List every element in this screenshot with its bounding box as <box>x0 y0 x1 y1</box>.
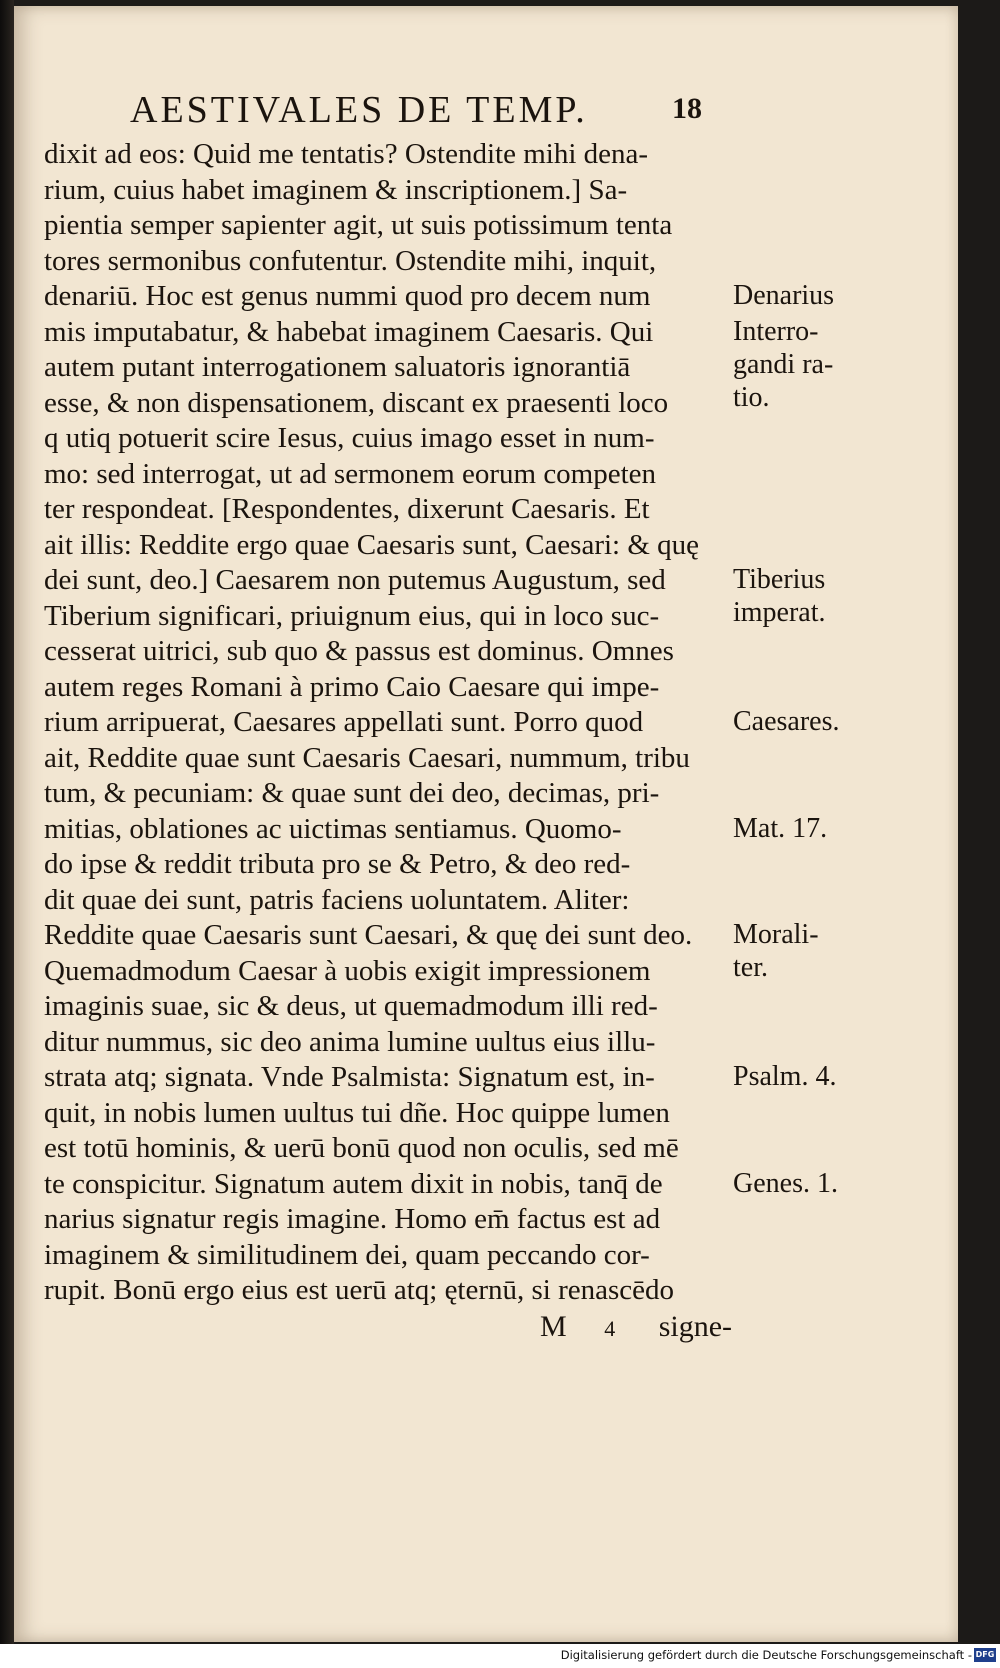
text-line: cesserat uitrici, sub quo & passus est dominus. Omnes <box>44 635 674 667</box>
text-line: tores sermonibus confutentur. Ostendite mihi, inquit, <box>44 244 657 277</box>
folio-number: 18 <box>672 92 702 125</box>
book-gutter-edge <box>0 0 14 1668</box>
text-line: do ipse & reddit tributa pro se & Petro, & deo red- <box>44 848 631 880</box>
funding-credit: Digitalisierung gefördert durch die Deutsche Forschungsgemeinschaft - <box>560 1648 972 1662</box>
margin-note <box>733 918 853 984</box>
running-head: AESTIVALES DE TEMP. <box>130 89 588 131</box>
text-line: Tiberium significari, priuignum eius, qui in loco suc- <box>44 599 660 632</box>
margin-note <box>733 315 853 414</box>
text-line: dit quae dei sunt, patris faciens uoluntatem. Aliter: <box>44 883 630 916</box>
signature-number: 4 <box>604 1316 616 1341</box>
text-line: mo: sed interrogat, ut ad sermonem eorum competen <box>44 457 657 490</box>
margin-note-line: gandi ra- <box>733 348 834 380</box>
margin-note-line: tio. <box>733 381 770 413</box>
text-line: pientia semper sapienter agit, ut suis potissimum tenta <box>44 209 673 241</box>
text-line: ter respondeat. [Respondentes, dixerunt Caesaris. Et <box>44 493 650 525</box>
margin-note <box>733 1060 853 1093</box>
text-line: q utiq potuerit scire Iesus, cuius imago esset in num- <box>44 422 655 454</box>
margin-note-line: Caesares. <box>733 706 840 737</box>
text-line: mitias, oblationes ac uictimas sentiamus. Quomo- <box>44 812 622 845</box>
text-line: ait, Reddite quae sunt Caesaris Caesari, nummum, tribu <box>44 741 690 774</box>
margin-note-line: imperat. <box>733 597 826 628</box>
text-line: quit, in nobis lumen uultus tui dñe. Hoc quippe lumen <box>44 1096 670 1129</box>
text-line: narius signatur regis imagine. Homo em̄ factus est ad <box>44 1203 661 1235</box>
margin-note-line: Denarius <box>733 280 835 311</box>
text-line: strata atq; signata. Vnde Psalmista: Signatum est, in- <box>44 1061 655 1093</box>
text-line: denariū. Hoc est genus nummi quod pro decem num <box>44 280 651 312</box>
text-line: rium, cuius habet imaginem & inscriptionem.] Sa- <box>44 173 628 206</box>
text-line: rium arripuerat, Caesares appellati sunt. Porro quod <box>44 706 644 738</box>
margin-note-line: Genes. 1. <box>733 1167 838 1199</box>
margin-note <box>733 1167 853 1200</box>
text-line: imaginem & similitudinem dei, quam peccando cor- <box>44 1238 650 1271</box>
margin-note-line: ter. <box>733 952 768 983</box>
margin-note <box>733 812 853 845</box>
margin-note-line: Mat. 17. <box>733 812 828 844</box>
catchline <box>540 1310 732 1344</box>
margin-note <box>733 705 853 738</box>
text-line: ditur nummus, sic deo anima lumine uultus eius illu- <box>44 1025 656 1058</box>
dfg-logo: DFG <box>974 1648 996 1662</box>
text-line: esse, & non dispensationem, discant ex praesenti loco <box>44 386 669 419</box>
text-line: imaginis suae, sic & deus, ut quemadmodum illi red- <box>44 990 658 1022</box>
catchword: signe- <box>658 1310 733 1343</box>
text-line: dixit ad eos: Quid me tentatis? Ostendite mihi dena- <box>44 138 649 170</box>
text-line: mis imputabatur, & habebat imaginem Caesaris. Qui <box>44 315 654 348</box>
text-line: autem putant interrogationem saluatoris ignorantiā <box>44 351 631 383</box>
text-line: autem reges Romani à primo Caio Caesare qui impe- <box>44 670 660 703</box>
body-text <box>44 137 734 1309</box>
margin-note-line: Interro- <box>733 315 819 347</box>
margin-note <box>733 279 853 312</box>
text-line: ait illis: Reddite ergo quae Caesaris sunt, Caesari: & quę <box>44 528 700 561</box>
text-line: tum, & pecuniam: & quae sunt dei deo, decimas, pri- <box>44 777 660 809</box>
text-line: dei sunt, deo.] Caesarem non putemus Augustum, sed <box>44 564 666 596</box>
text-line: rupit. Bonū ergo eius est uerū atq; ęternū, si renascēdo <box>44 1274 675 1306</box>
text-line: Reddite quae Caesaris sunt Caesari, & quę dei sunt deo. <box>44 919 693 951</box>
margin-note-line: Tiberius <box>733 564 826 595</box>
margin-note-line: Psalm. 4. <box>733 1061 837 1092</box>
text-line: Quemadmodum Caesar à uobis exigit impressionem <box>44 954 651 987</box>
digitization-footer <box>0 1644 1000 1668</box>
margin-note <box>733 563 853 629</box>
text-line: te conspicitur. Signatum autem dixit in nobis, tanq̄ de <box>44 1167 663 1200</box>
margin-note-line: Morali- <box>733 919 819 950</box>
signature-mark: M <box>540 1310 567 1343</box>
text-line: est totū hominis, & uerū bonū quod non oculis, sed mē <box>44 1132 679 1164</box>
